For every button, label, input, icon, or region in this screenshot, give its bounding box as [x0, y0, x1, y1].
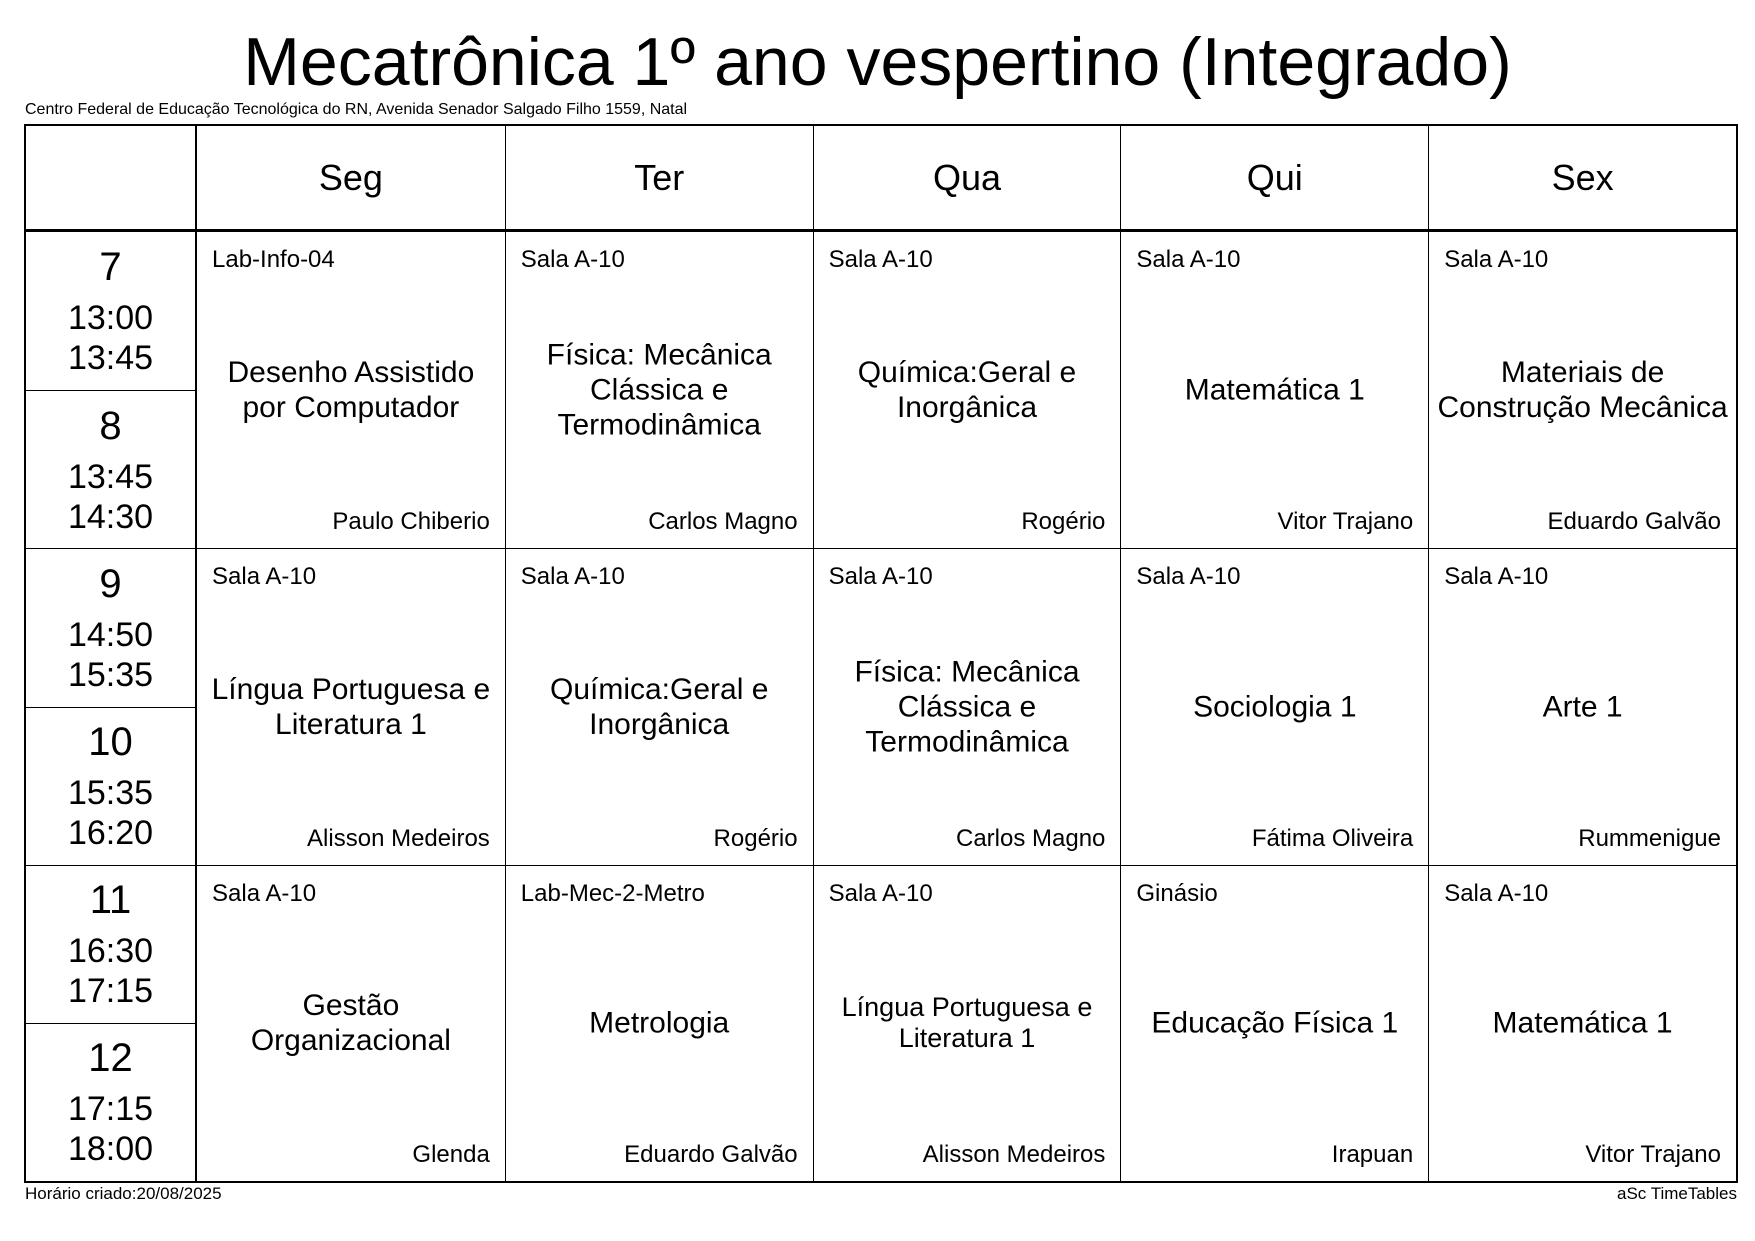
- period-cell: [26, 549, 195, 706]
- period-start-time: 15:35: [67, 774, 154, 813]
- lesson-teacher: Eduardo Galvão: [624, 1141, 798, 1168]
- period-end-time: 16:20: [67, 814, 154, 853]
- lesson-teacher: Carlos Magno: [648, 508, 798, 536]
- corner-cell: [26, 126, 197, 232]
- lesson-teacher: Carlos Magno: [955, 824, 1106, 852]
- lesson-subject: Química:Geral e Inorgânica: [857, 356, 1077, 425]
- lesson-cell: [813, 865, 1121, 1181]
- lesson-subject: Metrologia: [589, 1006, 730, 1040]
- lesson-cell: [813, 548, 1121, 864]
- period-cell: [26, 707, 195, 865]
- lesson-room: Sala A-10: [520, 563, 625, 591]
- lesson-teacher: Irapuan: [1331, 1141, 1414, 1168]
- lesson-room: Lab-Info-04: [212, 246, 335, 273]
- period-cell: [26, 1023, 195, 1181]
- period-block: [26, 548, 197, 864]
- lesson-room: Sala A-10: [1136, 246, 1241, 273]
- lesson-teacher: Alisson Medeiros: [922, 1141, 1106, 1168]
- period-start-time: 13:45: [67, 457, 154, 496]
- lesson-room: Sala A-10: [1444, 246, 1549, 273]
- period-end-time: 15:35: [67, 655, 154, 694]
- lesson-subject: Materiais de Construção Mecânica: [1437, 356, 1728, 425]
- day-header-sex: Sex: [1428, 126, 1736, 232]
- lesson-room: Ginásio: [1136, 879, 1218, 907]
- period-end-time: 13:45: [67, 338, 154, 377]
- period-number: 9: [99, 561, 122, 606]
- lesson-cell: [1120, 232, 1428, 548]
- period-start-time: 13:00: [67, 298, 154, 337]
- lesson-subject: Química:Geral e Inorgânica: [549, 672, 769, 741]
- lesson-subject: Arte 1: [1542, 690, 1623, 724]
- lesson-cell: [1428, 865, 1736, 1181]
- lesson-room: Lab-Mec-2-Metro: [520, 879, 705, 907]
- lesson-subject: Língua Portuguesa e Literatura 1: [841, 992, 1093, 1054]
- lesson-teacher: Eduardo Galvão: [1547, 508, 1721, 536]
- lesson-subject: Língua Portuguesa e Literatura 1: [211, 672, 491, 741]
- lesson-cell: [197, 865, 505, 1181]
- lesson-cell: [1428, 232, 1736, 548]
- period-block: [26, 865, 197, 1181]
- lesson-room: Sala A-10: [212, 879, 317, 907]
- lesson-cell: [197, 548, 505, 864]
- lesson-cell: [197, 232, 505, 548]
- lesson-teacher: Alisson Medeiros: [307, 824, 490, 852]
- lesson-cell: [505, 548, 813, 864]
- lesson-room: Sala A-10: [1444, 563, 1549, 591]
- lesson-room: Sala A-10: [1444, 879, 1549, 907]
- lesson-teacher: Fátima Oliveira: [1251, 824, 1414, 852]
- period-cell: [26, 232, 195, 390]
- lesson-room: Sala A-10: [828, 246, 933, 273]
- lesson-subject: Sociologia 1: [1193, 690, 1357, 724]
- lesson-subject: Matemática 1: [1184, 373, 1365, 407]
- period-number: 11: [89, 878, 132, 923]
- day-header-qua: Qua: [813, 126, 1121, 232]
- lesson-cell: [813, 232, 1121, 548]
- page-title: Mecatrônica 1º ano vespertino (Integrado): [243, 24, 1512, 100]
- day-header-ter: Ter: [505, 126, 813, 232]
- lesson-cell: [505, 865, 813, 1181]
- lesson-teacher: Paulo Chiberio: [332, 508, 490, 536]
- period-end-time: 17:15: [67, 972, 154, 1011]
- period-start-time: 17:15: [67, 1090, 154, 1129]
- day-header-seg: Seg: [197, 126, 505, 232]
- period-number: 8: [99, 403, 122, 448]
- period-number: 10: [88, 720, 133, 765]
- lesson-subject: Educação Física 1: [1151, 1006, 1399, 1040]
- lesson-teacher: Rogério: [713, 824, 798, 852]
- lesson-subject: Física: Mecânica Clássica e Termodinâmica: [546, 338, 772, 442]
- lesson-subject: Gestão Organizacional: [250, 989, 451, 1058]
- period-block: [26, 232, 197, 548]
- lesson-room: Sala A-10: [828, 879, 933, 907]
- school-address: Centro Federal de Educação Tecnológica do RN, Avenida Senador Salgado Filho 1559, Natal: [25, 101, 688, 118]
- lesson-teacher: Vitor Trajano: [1277, 508, 1414, 536]
- lesson-cell: [1428, 548, 1736, 864]
- lesson-room: Sala A-10: [520, 246, 625, 273]
- lesson-subject: Desenho Assistido por Computador: [227, 356, 475, 425]
- lesson-subject: Matemática 1: [1492, 1006, 1673, 1040]
- lesson-room: Sala A-10: [828, 563, 933, 591]
- period-end-time: 14:30: [67, 497, 154, 536]
- lesson-cell: [505, 232, 813, 548]
- period-number: 12: [88, 1036, 133, 1081]
- period-start-time: 16:30: [67, 932, 154, 971]
- day-header-qui: Qui: [1120, 126, 1428, 232]
- period-start-time: 14:50: [67, 615, 154, 654]
- period-end-time: 18:00: [67, 1130, 154, 1169]
- lesson-cell: [1120, 865, 1428, 1181]
- lesson-teacher: Rummenigue: [1578, 824, 1721, 852]
- lesson-room: Sala A-10: [1136, 563, 1241, 591]
- timetable-grid: [24, 124, 1738, 1183]
- lesson-cell: [1120, 548, 1428, 864]
- software-credit: aSc TimeTables: [1617, 1184, 1737, 1203]
- lesson-teacher: Glenda: [412, 1141, 490, 1168]
- lesson-room: Sala A-10: [212, 563, 317, 591]
- lesson-teacher: Vitor Trajano: [1585, 1141, 1721, 1168]
- period-cell: [26, 866, 195, 1023]
- period-cell: [26, 390, 195, 549]
- created-date: Horário criado:20/08/2025: [25, 1184, 222, 1203]
- lesson-teacher: Rogério: [1021, 508, 1106, 536]
- period-number: 7: [99, 244, 122, 289]
- lesson-subject: Física: Mecânica Clássica e Termodinâmica: [854, 655, 1080, 759]
